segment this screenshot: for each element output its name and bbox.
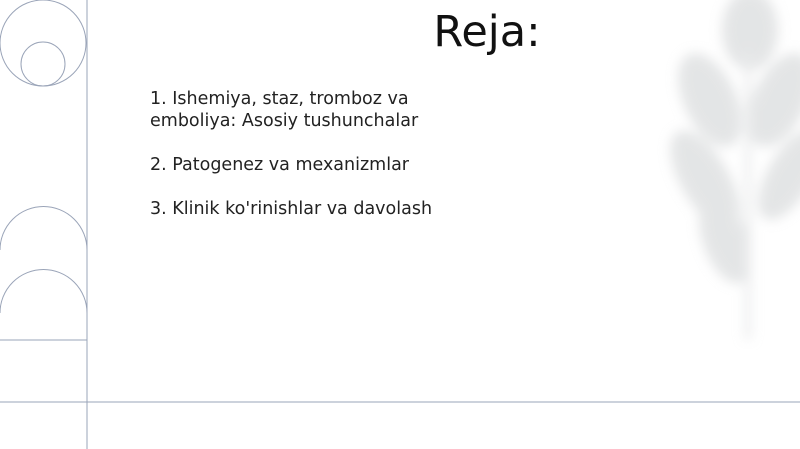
upper-arch <box>0 207 87 341</box>
slide-title: Reja: <box>433 7 541 57</box>
small-circle <box>21 42 65 86</box>
large-circle <box>0 0 86 86</box>
agenda-item: 3. Klinik ko'rinishlar va davolash <box>150 199 433 219</box>
agenda-item: 1. Ishemiya, staz, tromboz va emboliya: Asosiy tushunchalar <box>150 89 419 131</box>
agenda-item: 2. Patogenez va mexanizmlar <box>150 155 409 175</box>
lower-arch <box>0 270 87 341</box>
agenda-list <box>150 88 470 242</box>
